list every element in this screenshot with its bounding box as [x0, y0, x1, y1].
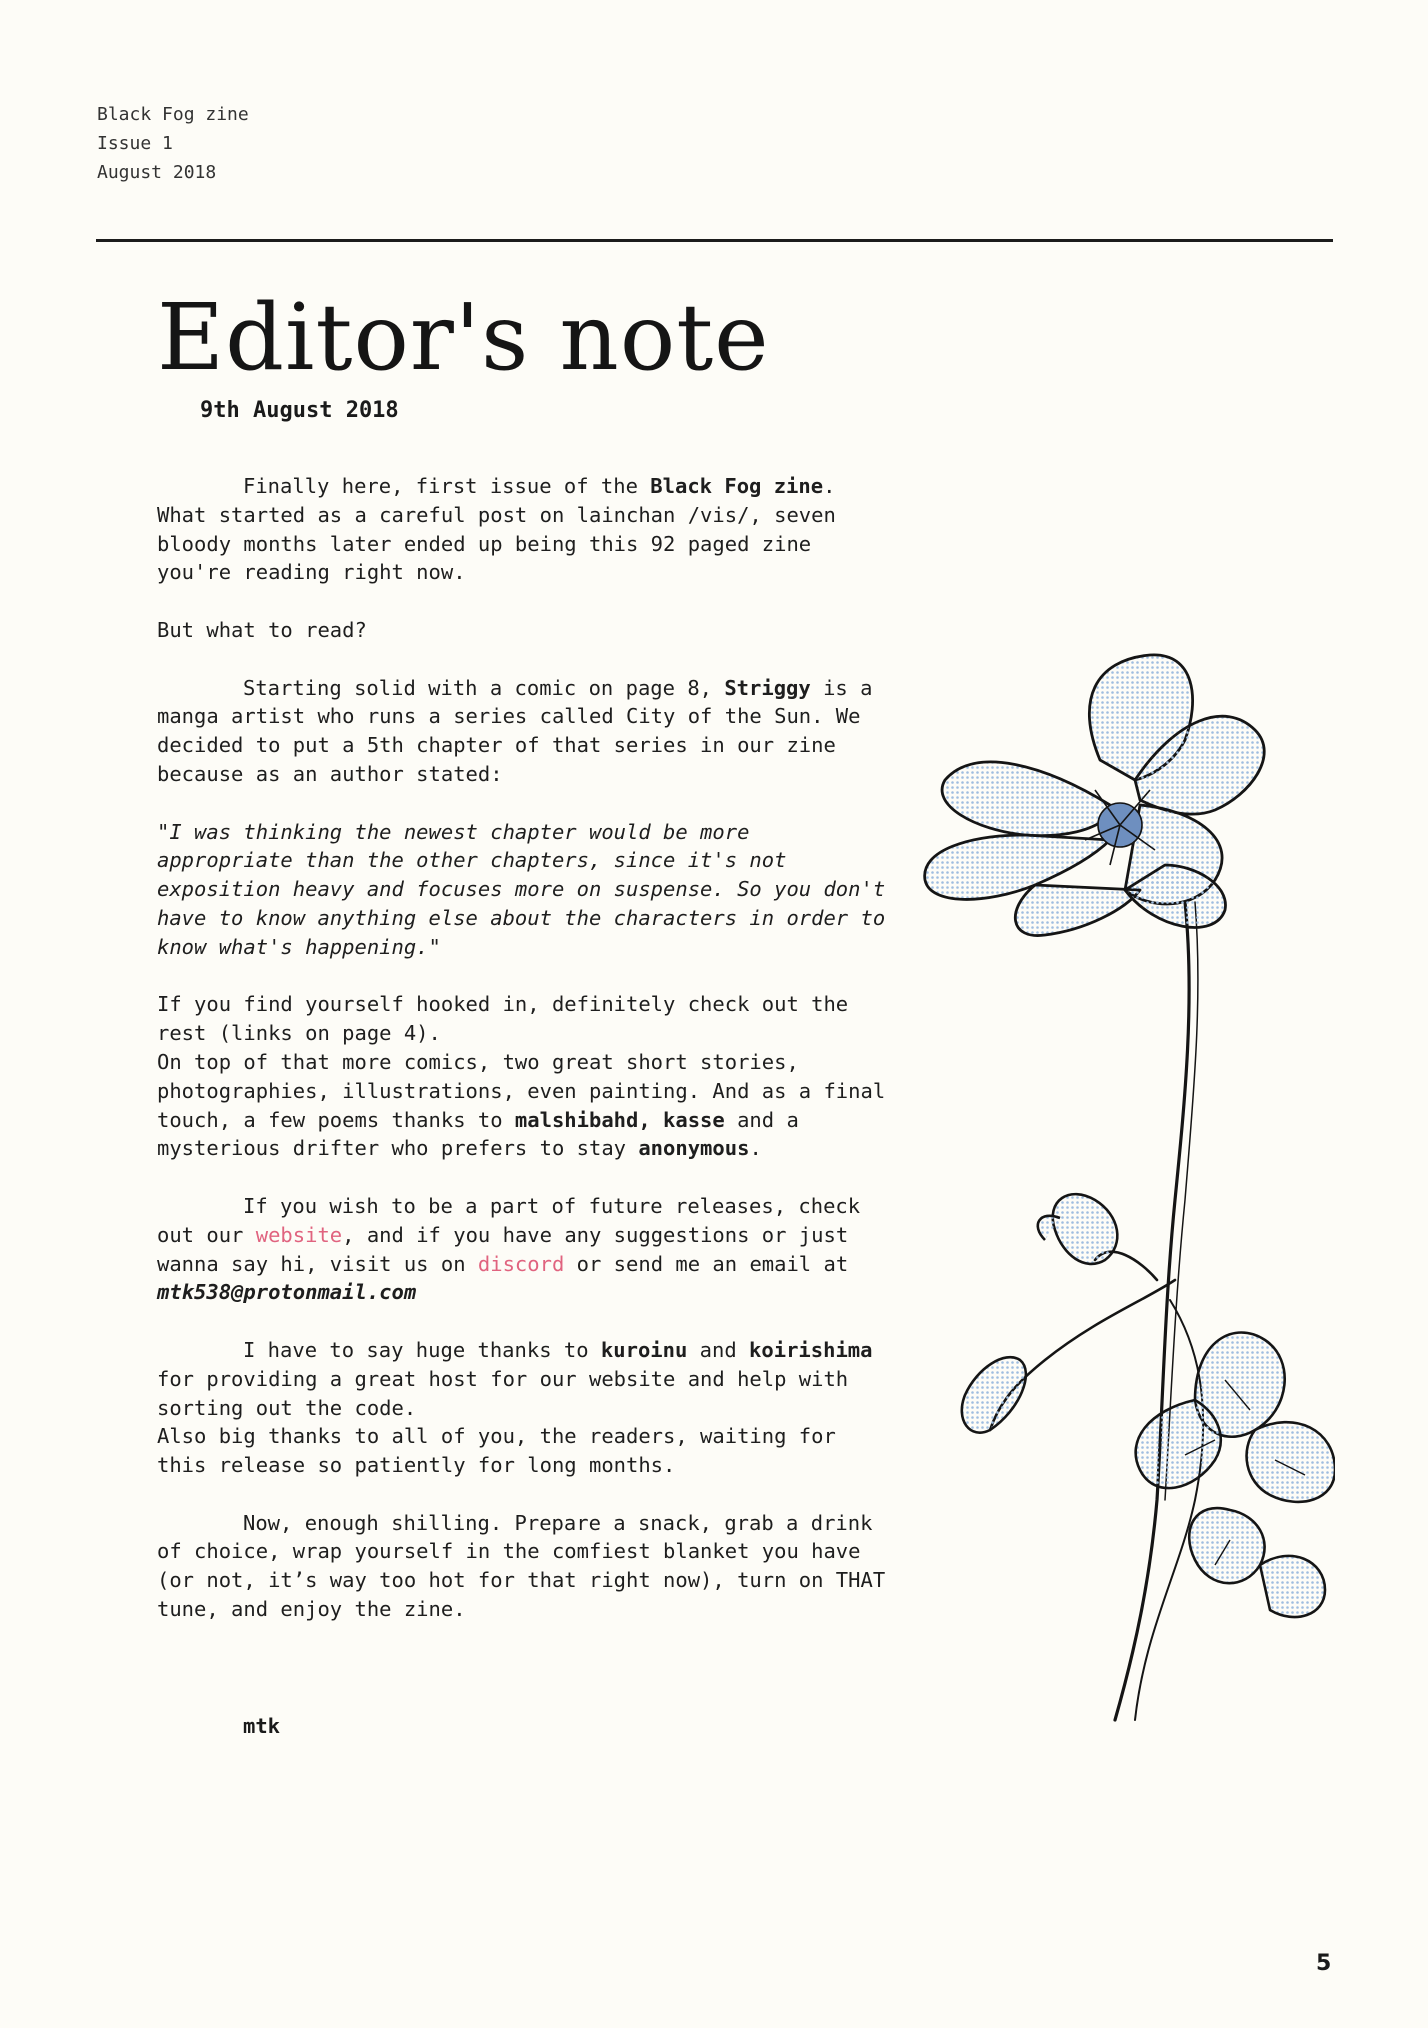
helper-kuroinu: kuroinu — [600, 1337, 688, 1362]
paragraph-contact — [157, 1192, 897, 1307]
email-address[interactable]: mtk538@protonmail.com — [157, 1280, 417, 1305]
page-title: Editor's note — [157, 284, 770, 391]
text: or send me an email at — [564, 1251, 849, 1276]
text: for providing a great host for our website and help with sorting out the code. — [157, 1366, 849, 1420]
text: . — [749, 1136, 762, 1161]
issue-number: Issue 1 — [97, 133, 173, 154]
signature: mtk — [243, 1714, 281, 1738]
text: and — [687, 1337, 750, 1362]
paragraph-comic — [157, 674, 897, 789]
text: If you find yourself hooked in, definitely check out the rest (links on page 4). — [157, 992, 849, 1046]
paragraph-thanks — [157, 1336, 897, 1480]
text: On top of that more comics, two great short stories, photographies, illustrations, even painting. And as a final touch, a few poems thanks to — [157, 1049, 886, 1132]
text: If you wish to be a part of future releases, check out our — [157, 1193, 861, 1247]
paragraph-question: But what to read? — [157, 617, 367, 642]
author-quote: "I was thinking the newest chapter would be more appropriate than the other chapters, since it's not exposition heavy and focuses more on suspense. So you don't have to know anything else about the characters in order to know what's happening." — [157, 819, 886, 959]
header-divider — [96, 239, 1333, 242]
text: Finally here, first issue of the — [243, 474, 651, 498]
text: Also big thanks to all of you, the readers, waiting for this release so patiently for long months. — [157, 1424, 836, 1478]
issue-date: August 2018 — [97, 162, 217, 183]
paragraph-intro — [157, 472, 897, 587]
paragraph-closing: Now, enough shilling. Prepare a snack, grab a drink of choice, wrap yourself in the comfiest blanket you have (or not, it’s way too hot for that right now), turn on THAT tune, and enjoy the zine. — [157, 1510, 886, 1622]
paragraph-contents — [157, 990, 897, 1163]
anonymous-poet: anonymous — [638, 1136, 750, 1161]
text: I have to say huge thanks to — [243, 1337, 601, 1362]
text: Starting solid with a comic on page 8, — [243, 675, 725, 700]
text: is a manga artist who runs a series called City of the Sun. We decided to put a 5th chapter of that series in our zine because as an author stated: — [157, 675, 873, 786]
text: , and if you have any suggestions or just wanna say hi, visit us on — [157, 1222, 849, 1276]
text: . What started as a careful post on lainchan /vis/, seven bloody months later ended up being this 92 paged zine you're reading right now. — [157, 474, 836, 585]
note-date: 9th August 2018 — [200, 398, 399, 423]
zine-name-bold: Black Fog zine — [650, 474, 824, 498]
article-body — [157, 472, 897, 1653]
website-link[interactable]: website — [255, 1222, 343, 1247]
zine-header — [97, 100, 249, 187]
zine-name: Black Fog zine — [97, 104, 249, 125]
helper-koirishima: koirishima — [749, 1337, 873, 1362]
page-number: 5 — [1316, 1951, 1332, 1976]
poets-names: malshibahd, kasse — [514, 1107, 725, 1132]
author-striggy: Striggy — [724, 675, 811, 700]
flower-illustration — [895, 640, 1335, 1730]
text: and a mysterious drifter who prefers to stay — [157, 1107, 799, 1161]
discord-link[interactable]: discord — [477, 1251, 565, 1276]
